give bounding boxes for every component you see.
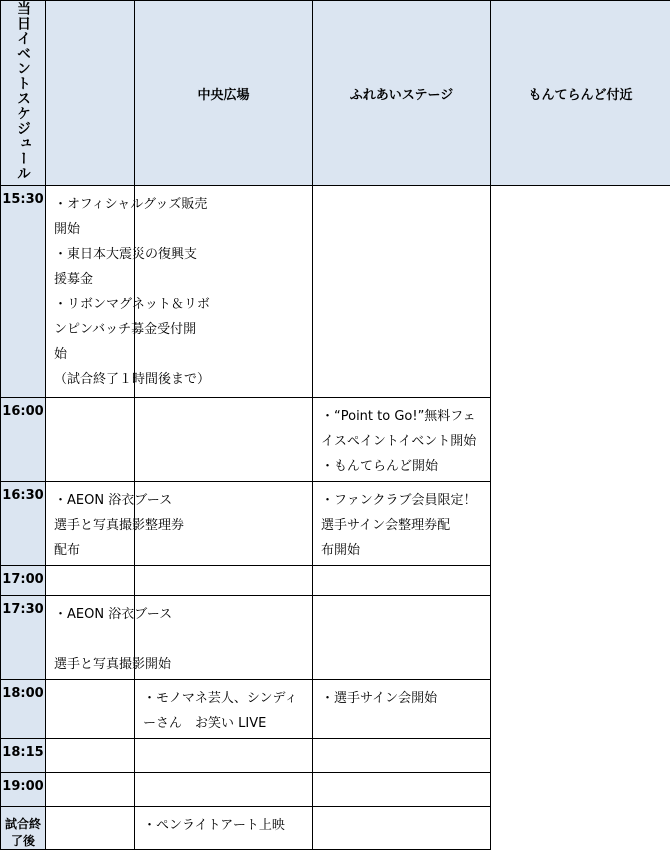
time-cell: 15:30 xyxy=(1,186,46,398)
fureai-stage-cell xyxy=(135,773,313,807)
event-text-line: 配布 xyxy=(54,538,130,563)
central-plaza-cell xyxy=(46,680,135,739)
time-cell: 17:30 xyxy=(1,596,46,680)
monteland-cell xyxy=(313,482,491,566)
event-text-line: ・モノマネ芸人、シンディ xyxy=(143,686,308,711)
time-cell: 16:00 xyxy=(1,398,46,482)
fureai-stage-cell xyxy=(135,680,313,739)
header-fureai-stage: ふれあいステージ xyxy=(313,1,491,186)
time-cell: 19:00 xyxy=(1,773,46,807)
fureai-stage-cell xyxy=(135,807,313,850)
header-row xyxy=(1,1,670,186)
event-text-line: 援募金 xyxy=(54,267,130,292)
header-monteland: もんてらんど付近 xyxy=(491,1,670,186)
monteland-cell xyxy=(313,596,491,680)
monteland-cell xyxy=(313,186,491,398)
event-text-line: ・オフィシャルグッズ販売 xyxy=(54,192,130,217)
schedule-row xyxy=(1,186,670,398)
schedule-row xyxy=(1,773,670,807)
header-central-plaza: 中央広場 xyxy=(135,1,313,186)
schedule-row xyxy=(1,680,670,739)
schedule-row xyxy=(1,566,670,596)
fureai-stage-cell xyxy=(135,398,313,482)
event-text-line: ーさん お笑い LIVE xyxy=(143,711,308,736)
event-text-line: 開始 xyxy=(54,217,130,242)
event-text-line: （試合終了１時間後まで） xyxy=(54,367,130,392)
central-plaza-cell xyxy=(46,596,135,680)
monteland-cell xyxy=(313,773,491,807)
event-text-line: ・リボンマグネット＆リボ xyxy=(54,292,130,317)
central-plaza-cell xyxy=(46,186,135,398)
schedule-row xyxy=(1,596,670,680)
time-cell: 17:00 xyxy=(1,566,46,596)
time-cell: 18:15 xyxy=(1,739,46,773)
event-text-line: 選手と写真撮影整理券 xyxy=(54,513,130,538)
event-text-line xyxy=(54,627,130,652)
event-text-line: ・AEON 浴衣ブース xyxy=(54,488,130,513)
central-plaza-cell xyxy=(46,398,135,482)
central-plaza-cell xyxy=(46,482,135,566)
time-cell: 18:00 xyxy=(1,680,46,739)
event-text-line: ・“Point to Go!”無料フェ xyxy=(321,404,486,429)
event-text-line: ・ファンクラブ会員限定！ xyxy=(321,488,486,513)
central-plaza-cell xyxy=(46,773,135,807)
event-text-line: ・ペンライトアート上映 xyxy=(143,813,308,838)
event-text-line: ・東日本大震災の復興支 xyxy=(54,242,130,267)
event-text-line: 選手と写真撮影開始 xyxy=(54,652,130,677)
central-plaza-cell xyxy=(46,566,135,596)
time-cell: 16:30 xyxy=(1,482,46,566)
header-time-blank xyxy=(46,1,135,186)
event-text-line: 始 xyxy=(54,342,130,367)
fureai-stage-cell xyxy=(135,739,313,773)
event-text-line: ・AEON 浴衣ブース xyxy=(54,602,130,627)
event-text-line: ・もんてらんど開始 xyxy=(321,454,486,479)
monteland-cell xyxy=(313,398,491,482)
monteland-cell xyxy=(313,680,491,739)
fureai-stage-cell xyxy=(135,186,313,398)
schedule-row xyxy=(1,739,670,773)
monteland-cell xyxy=(313,566,491,596)
event-text-line: イスペイントイベント開始 xyxy=(321,429,486,454)
side-label-cell xyxy=(1,1,46,186)
fureai-stage-cell xyxy=(135,566,313,596)
side-label: 当日イベントスケジュール xyxy=(13,1,33,181)
monteland-cell xyxy=(313,739,491,773)
event-text-line: 布開始 xyxy=(321,538,486,563)
central-plaza-cell xyxy=(46,739,135,773)
schedule-row xyxy=(1,482,670,566)
monteland-cell xyxy=(313,807,491,850)
time-cell: 試合終了後 xyxy=(1,807,46,850)
central-plaza-cell xyxy=(46,807,135,850)
schedule-row xyxy=(1,398,670,482)
event-text-line: ンピンバッチ募金受付開 xyxy=(54,317,130,342)
event-text-line: ・選手サイン会開始 xyxy=(321,686,486,711)
event-text-line: 選手サイン会整理券配 xyxy=(321,513,486,538)
schedule-row xyxy=(1,807,670,850)
